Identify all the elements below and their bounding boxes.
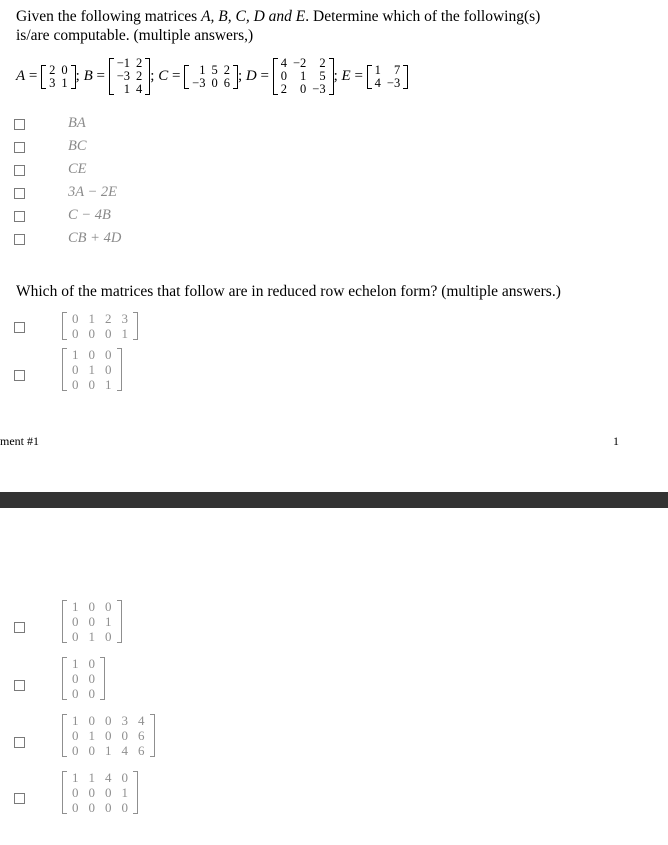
matrix-row — [67, 599, 117, 614]
matrix-entry: 0 — [105, 326, 112, 341]
matrix-entry: −3 — [116, 69, 131, 83]
matrix-entry: 0 — [88, 686, 95, 701]
matrix-entry: 4 — [121, 743, 128, 758]
matrix-entry: 4 — [280, 56, 287, 70]
matrix-body — [114, 57, 146, 96]
matrix-b-label: B — [83, 67, 93, 84]
matrix-row — [189, 64, 233, 77]
matrix-entry: 5 — [319, 69, 326, 83]
matrix-body — [67, 347, 117, 392]
matrix-entry: 0 — [211, 75, 218, 90]
matrix-entry: 4 — [138, 713, 145, 728]
matrix-entry: 4 — [105, 770, 112, 785]
matrix-entry: 1 — [105, 614, 112, 629]
option-checkbox[interactable] — [14, 142, 25, 153]
matrix-row — [67, 326, 133, 341]
matrix-body — [278, 57, 329, 96]
rref-option-matrix — [62, 713, 155, 758]
matrix-entry: 2 — [319, 56, 326, 70]
matrix-row — [67, 728, 150, 743]
option-checkbox[interactable] — [14, 165, 25, 176]
matrix-row — [372, 77, 404, 90]
option-label: BC — [68, 138, 87, 154]
matrix-d-label: D — [245, 67, 257, 84]
matrix-entry: 0 — [105, 629, 112, 644]
matrix-entry: 1 — [300, 69, 307, 83]
rref-option-matrix — [62, 770, 138, 815]
matrix-row — [67, 785, 133, 800]
option-label: BA — [68, 115, 86, 131]
matrix-entry: 0 — [88, 743, 95, 758]
matrix-body — [67, 311, 133, 341]
matrix-entry: 6 — [223, 75, 230, 90]
matrix-entry: 1 — [199, 62, 206, 77]
matrix-entry: 1 — [88, 770, 95, 785]
matrix-e-label: E — [341, 67, 351, 84]
matrix-row — [114, 83, 146, 96]
option-checkbox[interactable] — [14, 211, 25, 222]
matrix-row — [46, 64, 71, 77]
matrix-entry: 2 — [136, 69, 143, 83]
option-checkbox[interactable] — [14, 680, 25, 691]
matrix-entry: 1 — [72, 347, 79, 362]
matrix-entry: 0 — [72, 311, 79, 326]
rref-option-matrix — [62, 311, 138, 341]
matrix-entry: 0 — [72, 326, 79, 341]
matrix-row — [67, 770, 133, 785]
rref-option-matrix — [62, 656, 105, 701]
matrix-a-label: A — [16, 67, 26, 84]
option-label: CE — [68, 161, 87, 177]
matrix-row — [67, 311, 133, 326]
matrix-body — [67, 770, 133, 815]
matrix-entry: 0 — [105, 362, 112, 377]
matrix-row — [67, 377, 117, 392]
matrix-entry: 0 — [105, 713, 112, 728]
matrix-row — [46, 77, 71, 90]
matrix-entry: 1 — [123, 82, 131, 96]
matrix-entry: 0 — [72, 671, 79, 686]
matrix-entry: 2 — [105, 311, 112, 326]
matrix-entry: 1 — [72, 770, 79, 785]
matrix-definitions: A = 2 0 3 1 ; B = −1 2 −3 2 1 4 ; C = 1 5 2 −3 0 6 ; D = 4 −2 2 0 1 5 2 0 −3 ; E = 1 7 4 −3 — [16, 57, 408, 96]
matrix-entry: 0 — [121, 728, 128, 743]
matrix-entry: 1 — [105, 377, 112, 392]
matrix-body — [67, 713, 150, 758]
option-checkbox[interactable] — [14, 793, 25, 804]
matrix-row — [67, 614, 117, 629]
matrix-d — [273, 57, 334, 96]
matrix-entry: 0 — [280, 69, 287, 83]
matrix-entry: 0 — [61, 62, 68, 77]
matrix-entry: 2 — [136, 56, 143, 70]
matrix-entry: 0 — [121, 800, 128, 815]
matrix-entry: 0 — [121, 770, 128, 785]
matrix-row — [372, 64, 404, 77]
matrix-entry: 1 — [88, 629, 95, 644]
matrix-entry: 1 — [105, 743, 112, 758]
question-2-text: Which of the matrices that follow are in reduced row echelon form? (multiple answers.) — [16, 283, 561, 300]
option-checkbox[interactable] — [14, 322, 25, 333]
matrix-entry: 1 — [61, 75, 68, 90]
option-checkbox[interactable] — [14, 119, 25, 130]
matrix-entry: 0 — [72, 686, 79, 701]
matrix-entry: −3 — [312, 82, 326, 96]
matrix-row — [67, 743, 150, 758]
matrix-entry: −1 — [116, 56, 131, 70]
option-label: C − 4B — [68, 207, 111, 223]
matrix-entry: 0 — [88, 671, 95, 686]
matrix-row — [67, 671, 100, 686]
matrix-entry: 6 — [138, 728, 145, 743]
question-1-matrix-names: A, B, C, D and E — [201, 8, 306, 25]
matrix-entry: 1 — [88, 728, 95, 743]
matrix-body — [372, 64, 404, 90]
page-footer-left: ment #1 — [0, 434, 39, 448]
matrix-entry: −3 — [386, 75, 401, 90]
matrix-entry: 4 — [136, 82, 143, 96]
matrix-entry: 5 — [211, 62, 218, 77]
matrix-entry: 0 — [72, 629, 79, 644]
matrix-entry: 1 — [72, 599, 79, 614]
matrix-entry: 0 — [88, 326, 95, 341]
matrix-entry: 0 — [105, 728, 112, 743]
matrix-entry: 0 — [88, 347, 95, 362]
matrix-row — [67, 629, 117, 644]
matrix-body — [46, 64, 71, 90]
matrix-row — [278, 83, 329, 96]
question-1-line1-end: . Determine which of the following(s) — [305, 8, 541, 25]
matrix-row — [189, 77, 233, 90]
matrix-row — [67, 362, 117, 377]
option-checkbox[interactable] — [14, 234, 25, 245]
matrix-entry: 1 — [121, 326, 128, 341]
matrix-entry: 0 — [88, 599, 95, 614]
option-checkbox[interactable] — [14, 737, 25, 748]
matrix-entry: 0 — [105, 785, 112, 800]
matrix-entry: 1 — [88, 311, 95, 326]
matrix-entry: 0 — [72, 743, 79, 758]
matrix-entry: 0 — [88, 614, 95, 629]
matrix-entry: 2 — [280, 82, 287, 96]
matrix-entry: 0 — [105, 599, 112, 614]
matrix-entry: 0 — [300, 82, 307, 96]
matrix-entry: 0 — [105, 347, 112, 362]
matrix-row — [67, 656, 100, 671]
matrix-entry: 3 — [121, 311, 128, 326]
matrix-entry: 0 — [72, 614, 79, 629]
matrix-body — [67, 599, 117, 644]
matrix-entry: 2 — [223, 62, 230, 77]
option-checkbox[interactable] — [14, 370, 25, 381]
matrix-entry: 0 — [72, 785, 79, 800]
matrix-a — [41, 64, 76, 90]
matrix-row — [67, 800, 133, 815]
option-checkbox[interactable] — [14, 622, 25, 633]
page-number: 1 — [613, 434, 619, 448]
question-1-line1: Given the following matrices — [16, 8, 202, 25]
matrix-entry: 1 — [121, 785, 128, 800]
question-1-text — [16, 7, 656, 45]
matrix-entry: 0 — [88, 656, 95, 671]
matrix-entry: 0 — [72, 362, 79, 377]
question-1-line2: is/are computable. (multiple answers,) — [16, 27, 254, 44]
matrix-entry: 1 — [88, 362, 95, 377]
matrix-entry: 1 — [72, 656, 79, 671]
matrix-entry: 0 — [72, 377, 79, 392]
matrix-c-label: C — [158, 67, 169, 84]
matrix-entry: 7 — [393, 62, 401, 77]
option-checkbox[interactable] — [14, 188, 25, 199]
matrix-e — [367, 64, 409, 90]
matrix-entry: 1 — [72, 713, 79, 728]
matrix-entry: 3 — [121, 713, 128, 728]
option-label: CB + 4D — [68, 230, 122, 246]
matrix-entry: −2 — [292, 56, 307, 70]
matrix-entry: −3 — [192, 75, 206, 90]
matrix-entry: 3 — [49, 75, 56, 90]
rref-option-matrix — [62, 599, 122, 644]
page-separator — [0, 492, 668, 508]
matrix-entry: 0 — [88, 377, 95, 392]
matrix-row — [67, 686, 100, 701]
matrix-entry: 0 — [88, 713, 95, 728]
matrix-entry: 0 — [88, 800, 95, 815]
matrix-body — [189, 64, 233, 90]
matrix-entry: 2 — [49, 62, 56, 77]
matrix-entry: 6 — [138, 743, 145, 758]
rref-option-matrix — [62, 347, 122, 392]
matrix-b — [109, 57, 151, 96]
matrix-row — [67, 347, 117, 362]
matrix-entry: 1 — [374, 62, 381, 77]
matrix-entry: 0 — [72, 728, 79, 743]
matrix-entry: 4 — [374, 75, 381, 90]
matrix-entry: 0 — [88, 785, 95, 800]
matrix-entry: 0 — [105, 800, 112, 815]
matrix-body — [67, 656, 100, 701]
option-label: 3A − 2E — [68, 184, 117, 200]
matrix-row — [67, 713, 150, 728]
matrix-entry: 0 — [72, 800, 79, 815]
matrix-c — [184, 64, 238, 90]
